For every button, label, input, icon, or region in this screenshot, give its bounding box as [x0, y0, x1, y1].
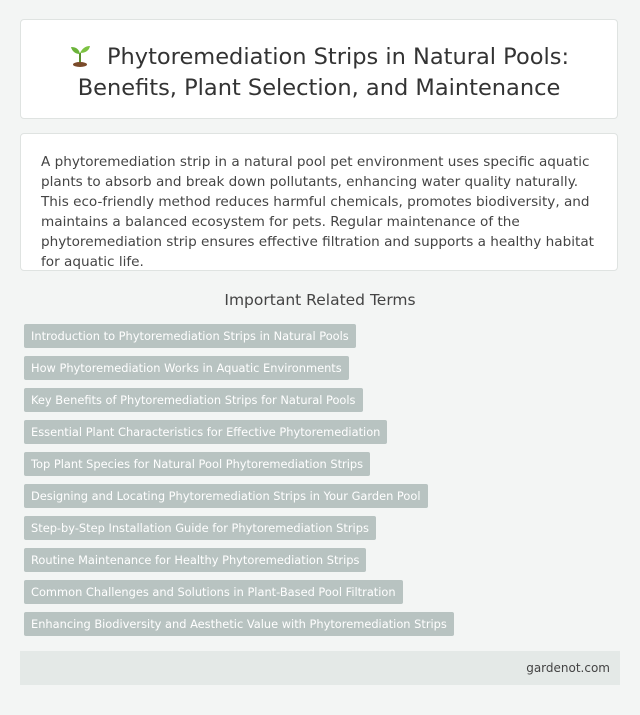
title-line-2: Benefits, Plant Selection, and Maintenance: [77, 75, 561, 101]
related-term-tag[interactable]: Essential Plant Characteristics for Effective Phytoremediation: [24, 420, 387, 444]
description-text: A phytoremediation strip in a natural pool pet environment uses specific aquatic plants to absorb and break down pollutants, enhancing water quality naturally. This eco-friendly method reduces harmful chemicals, promotes biodiversity, and maintains a balanced ecosystem for pets. Regular maintenance of the phytoremediation strip ensures effective filtration and supports a healthy habitat for aquatic life.: [41, 154, 594, 270]
related-term-tag[interactable]: Key Benefits of Phytoremediation Strips for Natural Pools: [24, 388, 363, 412]
related-term-tag[interactable]: Top Plant Species for Natural Pool Phytoremediation Strips: [24, 452, 370, 476]
related-term-tag[interactable]: Introduction to Phytoremediation Strips in Natural Pools: [24, 324, 356, 348]
page-title: [21, 42, 617, 104]
related-term-tag[interactable]: Designing and Locating Phytoremediation Strips in Your Garden Pool: [24, 484, 428, 508]
related-term-tag[interactable]: Routine Maintenance for Healthy Phytoremediation Strips: [24, 548, 366, 572]
title-line-1: Phytoremediation Strips in Natural Pools:: [106, 44, 570, 70]
footer: [20, 651, 620, 685]
related-terms-list: [24, 324, 620, 644]
related-term-tag[interactable]: Step-by-Step Installation Guide for Phytoremediation Strips: [24, 516, 376, 540]
related-term-tag[interactable]: How Phytoremediation Works in Aquatic Environments: [24, 356, 349, 380]
title-card: [20, 19, 618, 119]
related-term-tag[interactable]: Common Challenges and Solutions in Plant-Based Pool Filtration: [24, 580, 403, 604]
related-terms-heading: Important Related Terms: [224, 291, 416, 309]
description-card: [20, 133, 618, 271]
seedling-icon: [69, 43, 91, 67]
footer-site-link[interactable]: gardenot.com: [526, 661, 610, 675]
related-term-tag[interactable]: Enhancing Biodiversity and Aesthetic Value with Phytoremediation Strips: [24, 612, 454, 636]
